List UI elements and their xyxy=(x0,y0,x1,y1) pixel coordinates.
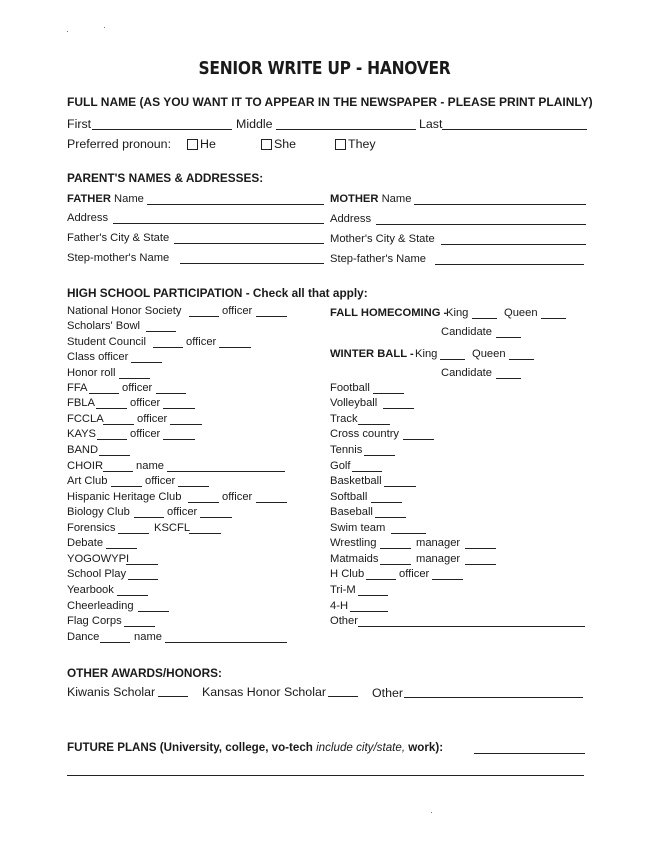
football-label: Football xyxy=(330,382,370,394)
art-club-label: Art Club xyxy=(67,475,108,487)
middle-name-field[interactable] xyxy=(276,129,416,130)
winter-queen-field[interactable] xyxy=(509,359,534,360)
debate-field[interactable] xyxy=(106,548,137,549)
matmaids-manager-field[interactable] xyxy=(465,564,496,565)
golf-field[interactable] xyxy=(352,471,382,472)
yearbook-label: Yearbook xyxy=(67,584,114,596)
cross-country-label: Cross country xyxy=(330,428,400,440)
dance-field[interactable] xyxy=(100,642,130,643)
softball-field[interactable] xyxy=(371,502,402,503)
father-name-field[interactable] xyxy=(147,204,324,205)
band-label: BAND xyxy=(67,444,99,456)
h-club-label: H Club xyxy=(330,568,365,580)
scholars-bowl-label: Scholars' Bowl xyxy=(67,320,141,332)
cheerleading-field[interactable] xyxy=(138,611,169,612)
fall-candidate-label: Candidate xyxy=(441,326,493,338)
h-club-field[interactable] xyxy=(366,579,396,580)
matmaids-label: Matmaids xyxy=(330,553,379,565)
mother-city-label: Mother's City & State xyxy=(330,233,435,245)
mother-address-label: Address xyxy=(330,213,372,225)
ffa-field[interactable] xyxy=(89,393,119,394)
awards-heading: OTHER AWARDS/HONORS: xyxy=(67,666,222,680)
first-name-field[interactable] xyxy=(92,129,232,130)
tennis-field[interactable] xyxy=(364,455,395,456)
first-label: First xyxy=(67,117,92,131)
honor-roll-label: Honor roll xyxy=(67,367,116,379)
fccla-label: FCCLA xyxy=(67,413,104,425)
kays-field[interactable] xyxy=(97,439,127,440)
pronoun-she-checkbox[interactable] xyxy=(261,139,272,150)
father-city-field[interactable] xyxy=(174,243,324,244)
father-label: FATHER xyxy=(67,193,111,205)
fall-queen-label: Queen xyxy=(504,307,538,319)
winter-queen-label: Queen xyxy=(472,348,506,360)
stepfather-label: Step-father's Name xyxy=(330,253,427,265)
swim-team-label: Swim team xyxy=(330,522,386,534)
class-officer-label: Class officer xyxy=(67,351,129,363)
dance-name-field[interactable] xyxy=(165,642,287,643)
dance-name-label: name xyxy=(134,631,162,643)
future-heading-end: work): xyxy=(408,741,444,754)
scan-speck xyxy=(67,31,68,32)
pronoun-they-checkbox[interactable] xyxy=(335,139,346,150)
scan-speck xyxy=(431,812,432,813)
future-heading-bold: FUTURE PLANS (University, college, vo-tech xyxy=(67,741,313,754)
fbla-officer-field[interactable] xyxy=(163,408,195,409)
father-name-label: Name xyxy=(114,193,144,205)
future-plans-line-2[interactable] xyxy=(67,775,584,776)
kays-officer-label: officer xyxy=(130,428,161,440)
cross-country-field[interactable] xyxy=(403,439,434,440)
dance-label: Dance xyxy=(67,631,100,643)
golf-label: Golf xyxy=(330,460,351,472)
basketball-field[interactable] xyxy=(384,486,416,487)
pronoun-label: Preferred pronoun: xyxy=(67,137,172,151)
fall-king-field[interactable] xyxy=(472,318,497,319)
stepmother-label: Step-mother's Name xyxy=(67,252,170,264)
mother-label: MOTHER xyxy=(330,193,379,205)
hispanic-officer-label: officer xyxy=(222,491,253,503)
fall-king-label: King xyxy=(446,307,469,319)
honor-roll-field[interactable] xyxy=(119,378,150,379)
middle-label: Middle xyxy=(236,117,273,131)
swim-team-field[interactable] xyxy=(391,533,426,534)
h-club-officer-label: officer xyxy=(399,568,430,580)
full-name-heading: FULL NAME (AS YOU WANT IT TO APPEAR IN THE NEWSPAPER - PLEASE PRINT PLAINLY) xyxy=(67,95,593,109)
softball-label: Softball xyxy=(330,491,368,503)
winter-king-field[interactable] xyxy=(440,359,465,360)
father-address-label: Address xyxy=(67,212,109,224)
volleyball-field[interactable] xyxy=(383,408,414,409)
hispanic-officer-field[interactable] xyxy=(256,502,287,503)
choir-field[interactable] xyxy=(103,471,133,472)
biology-officer-label: officer xyxy=(167,506,198,518)
hispanic-label: Hispanic Heritage Club xyxy=(67,491,182,503)
pronoun-he-label: He xyxy=(200,137,216,151)
stepfather-field[interactable] xyxy=(435,264,584,265)
mother-address-field[interactable] xyxy=(376,224,586,225)
parents-heading: PARENT'S NAMES & ADDRESSES: xyxy=(67,171,264,185)
wrestling-label: Wrestling xyxy=(330,537,377,549)
mother-name-field[interactable] xyxy=(414,204,586,205)
future-plans-field[interactable] xyxy=(474,753,585,754)
four-h-field[interactable] xyxy=(350,611,388,612)
fccla-field[interactable] xyxy=(103,424,134,425)
fall-queen-field[interactable] xyxy=(541,318,566,319)
matmaids-manager-label: manager xyxy=(416,553,461,565)
father-address-field[interactable] xyxy=(113,223,324,224)
participation-other-field[interactable] xyxy=(358,626,585,627)
matmaids-field[interactable] xyxy=(380,564,411,565)
wrestling-manager-label: manager xyxy=(416,537,461,549)
ffa-officer-label: officer xyxy=(122,382,153,394)
last-label: Last xyxy=(419,117,443,131)
choir-name-label: name xyxy=(136,460,164,472)
four-h-label: 4-H xyxy=(330,600,349,612)
volleyball-label: Volleyball xyxy=(330,397,378,409)
baseball-label: Baseball xyxy=(330,506,373,518)
art-club-field[interactable] xyxy=(111,486,142,487)
kscfl-label: KSCFL xyxy=(154,522,191,534)
basketball-label: Basketball xyxy=(330,475,382,487)
student-council-label: Student Council xyxy=(67,336,146,348)
nhs-field[interactable] xyxy=(189,316,219,317)
choir-label: CHOIR xyxy=(67,460,104,472)
fccla-officer-label: officer xyxy=(137,413,168,425)
student-council-officer-field[interactable] xyxy=(219,347,251,348)
class-officer-field[interactable] xyxy=(131,362,162,363)
cheerleading-label: Cheerleading xyxy=(67,600,134,612)
track-label: Track xyxy=(330,413,358,425)
winter-candidate-field[interactable] xyxy=(496,378,521,379)
winter-candidate-label: Candidate xyxy=(441,367,493,379)
art-club-officer-label: officer xyxy=(145,475,176,487)
hispanic-field[interactable] xyxy=(188,502,219,503)
pronoun-they-label: They xyxy=(348,137,376,151)
fbla-label: FBLA xyxy=(67,397,95,409)
flag-corps-field[interactable] xyxy=(124,626,155,627)
flag-corps-label: Flag Corps xyxy=(67,615,122,627)
nhs-officer-label: officer xyxy=(222,305,253,317)
band-field[interactable] xyxy=(99,455,130,456)
kiwanis-field[interactable] xyxy=(158,696,188,697)
page-title: SENIOR WRITE UP - HANOVER xyxy=(198,58,451,79)
track-field[interactable] xyxy=(358,424,390,425)
school-play-label: School Play xyxy=(67,568,127,580)
mother-city-field[interactable] xyxy=(441,244,586,245)
yearbook-field[interactable] xyxy=(117,595,148,596)
pronoun-she-label: She xyxy=(274,137,297,151)
fbla-officer-label: officer xyxy=(130,397,161,409)
choir-name-field[interactable] xyxy=(167,471,285,472)
student-council-officer-label: officer xyxy=(186,336,217,348)
scholars-bowl-field[interactable] xyxy=(146,331,176,332)
fall-homecoming-label: FALL HOMECOMING - xyxy=(330,307,448,319)
biology-label: Biology Club xyxy=(67,506,130,518)
wrestling-manager-field[interactable] xyxy=(465,548,496,549)
baseball-field[interactable] xyxy=(375,517,406,518)
kscfl-field[interactable] xyxy=(189,533,221,534)
winter-ball-label: WINTER BALL - xyxy=(330,348,414,360)
fall-candidate-field[interactable] xyxy=(496,337,521,338)
scan-speck xyxy=(104,27,105,28)
kays-officer-field[interactable] xyxy=(163,439,195,440)
tennis-label: Tennis xyxy=(330,444,363,456)
awards-other-label: Other xyxy=(372,686,403,700)
ffa-label: FFA xyxy=(67,382,88,394)
tri-m-field[interactable] xyxy=(358,595,388,596)
biology-officer-field[interactable] xyxy=(200,517,232,518)
football-field[interactable] xyxy=(373,393,404,394)
wrestling-field[interactable] xyxy=(380,548,411,549)
fbla-field[interactable] xyxy=(96,408,127,409)
forensics-label: Forensics xyxy=(67,522,116,534)
awards-other-field[interactable] xyxy=(404,697,583,698)
nhs-officer-field[interactable] xyxy=(256,316,287,317)
father-city-label: Father's City & State xyxy=(67,232,170,244)
nhs-label: National Honor Society xyxy=(67,305,182,317)
h-club-officer-field[interactable] xyxy=(432,579,463,580)
tri-m-label: Tri-M xyxy=(330,584,356,596)
mother-name-row xyxy=(330,193,411,206)
kiwanis-label: Kiwanis Scholar xyxy=(67,685,156,699)
kansas-honor-label: Kansas Honor Scholar xyxy=(202,685,326,699)
kays-label: KAYS xyxy=(67,428,97,440)
last-name-field[interactable] xyxy=(442,129,587,130)
future-plans-heading xyxy=(67,741,443,754)
stepmother-field[interactable] xyxy=(180,263,324,264)
forensics-field[interactable] xyxy=(118,533,149,534)
pronoun-he-checkbox[interactable] xyxy=(187,139,198,150)
fccla-officer-field[interactable] xyxy=(170,424,202,425)
future-heading-italic: include city/state, xyxy=(316,741,406,754)
school-play-field[interactable] xyxy=(128,579,158,580)
yogowypi-field[interactable] xyxy=(126,564,158,565)
kansas-honor-field[interactable] xyxy=(328,696,358,697)
father-name-row xyxy=(67,193,144,206)
winter-king-label: King xyxy=(415,348,438,360)
debate-label: Debate xyxy=(67,537,104,549)
student-council-field[interactable] xyxy=(153,347,183,348)
biology-field[interactable] xyxy=(134,517,164,518)
participation-other-label: Other xyxy=(330,615,358,627)
ffa-officer-field[interactable] xyxy=(156,393,186,394)
art-club-officer-field[interactable] xyxy=(178,486,209,487)
mother-name-label: Name xyxy=(381,193,412,205)
yogowypi-label: YOGOWYPI xyxy=(67,553,130,565)
participation-heading: HIGH SCHOOL PARTICIPATION - Check all that apply: xyxy=(67,286,368,300)
